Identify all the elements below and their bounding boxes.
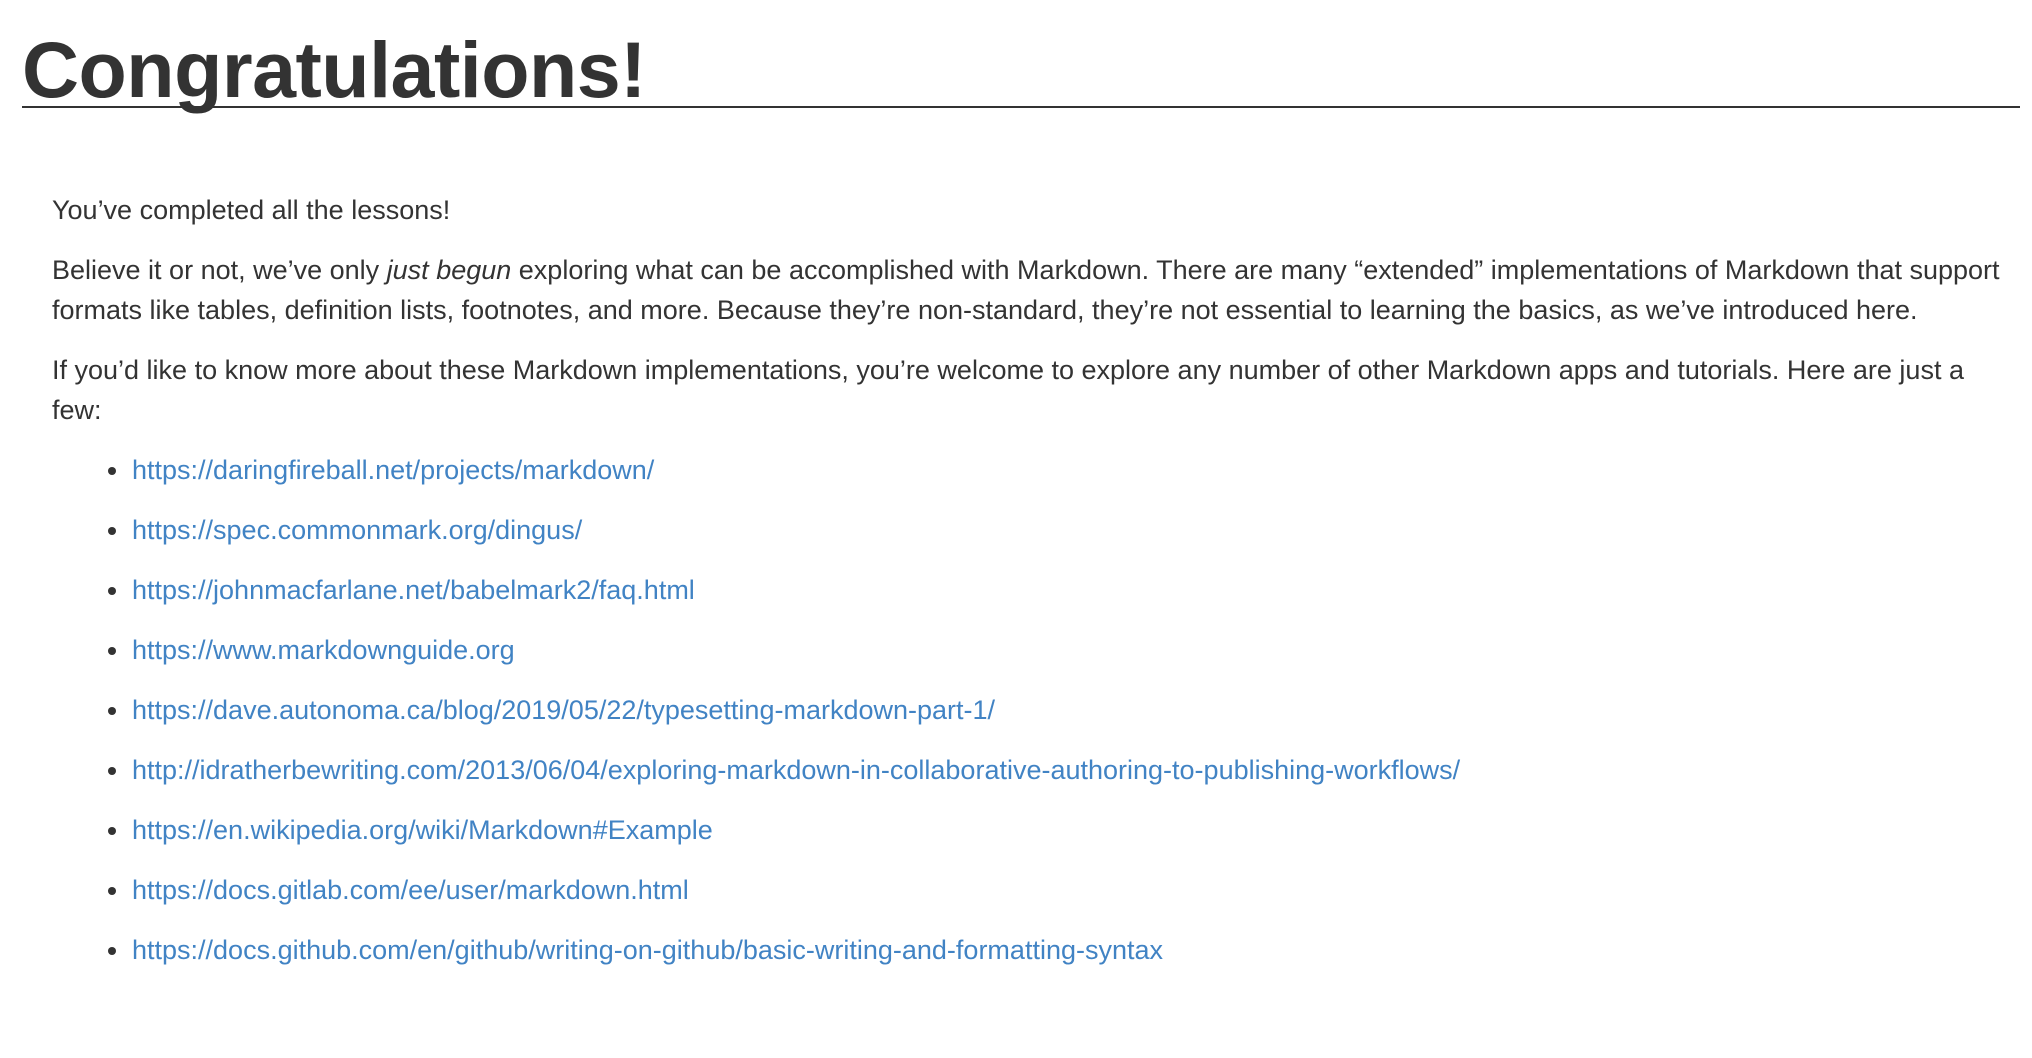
emphasis-text: just begun — [386, 255, 512, 285]
resource-link[interactable]: https://docs.gitlab.com/ee/user/markdown.html — [132, 875, 689, 905]
page-title: Congratulations! — [22, 25, 646, 114]
list-item — [132, 870, 2012, 910]
bullet-icon — [108, 947, 116, 955]
title-divider — [22, 106, 2020, 108]
resource-link[interactable]: https://daringfireball.net/projects/markdown/ — [132, 455, 655, 485]
resource-link[interactable]: https://dave.autonoma.ca/blog/2019/05/22/typesetting-markdown-part-1/ — [132, 695, 996, 725]
resource-link[interactable]: https://en.wikipedia.org/wiki/Markdown#Example — [132, 815, 713, 845]
resource-link[interactable]: http://idratherbewriting.com/2013/06/04/exploring-markdown-in-collaborative-authoring-to-publishing-workflows/ — [132, 755, 1461, 785]
paragraph-text-before: Believe it or not, we’ve only — [52, 255, 387, 285]
resource-link-list — [52, 450, 2012, 970]
bullet-icon — [108, 707, 116, 715]
list-item — [132, 570, 2012, 610]
lesson-content — [52, 190, 2012, 990]
bullet-icon — [108, 587, 116, 595]
bullet-icon — [108, 647, 116, 655]
resource-link[interactable]: https://spec.commonmark.org/dingus/ — [132, 515, 583, 545]
list-item — [132, 450, 2012, 490]
intro-paragraph: You’ve completed all the lessons! — [52, 195, 451, 225]
resource-link[interactable]: https://docs.github.com/en/github/writing-on-github/basic-writing-and-formatting-syntax — [132, 935, 1163, 965]
extended-implementations-paragraph — [52, 250, 2012, 330]
bullet-icon — [108, 767, 116, 775]
list-item — [132, 750, 2012, 790]
more-resources-paragraph: If you’d like to know more about these Markdown implementations, you’re welcome to explore any number of other Markdown apps and tutorials. Here are just a few: — [52, 355, 1964, 425]
list-item — [132, 630, 2012, 670]
resource-link[interactable]: https://johnmacfarlane.net/babelmark2/faq.html — [132, 575, 695, 605]
bullet-icon — [108, 467, 116, 475]
list-item — [132, 930, 2012, 970]
paragraph-text-after: exploring what can be accomplished with Markdown. There are many “extended” implementations of Markdown that support formats like tables, definition lists, footnotes, and more. Because they’re non-standard, they’re not essential to learning the basics, as we’ve introduced here. — [52, 255, 2000, 325]
bullet-icon — [108, 827, 116, 835]
list-item — [132, 810, 2012, 850]
bullet-icon — [108, 887, 116, 895]
bullet-icon — [108, 527, 116, 535]
resource-link[interactable]: https://www.markdownguide.org — [132, 635, 515, 665]
list-item — [132, 510, 2012, 550]
list-item — [132, 690, 2012, 730]
